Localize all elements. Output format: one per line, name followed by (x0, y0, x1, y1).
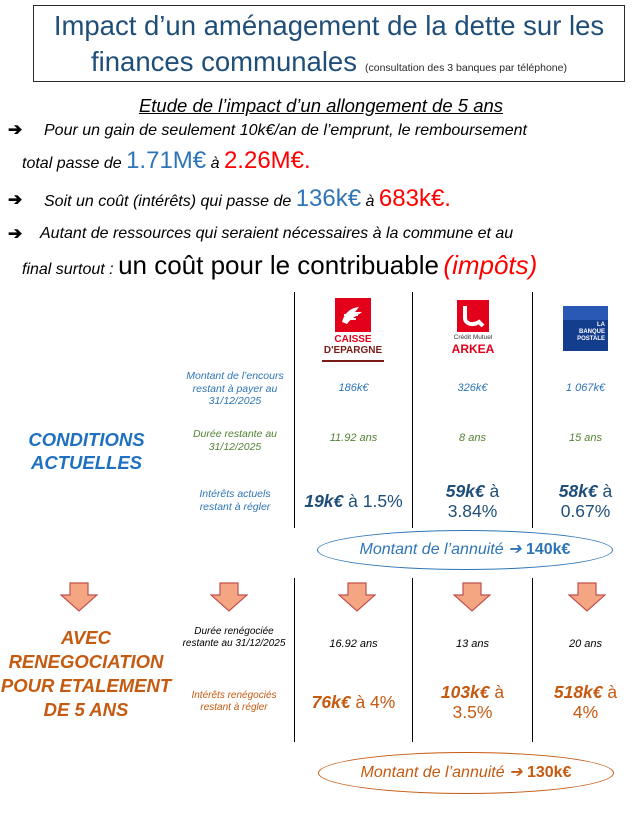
row-label-remaining-duration: Durée restante au 31/12/2025 (192, 428, 278, 453)
bullet3-highlight: un coût pour le contribuable (118, 250, 439, 280)
bullet2-value-after: 683k€. (378, 185, 451, 212)
logo-text: POSTALE (577, 336, 605, 342)
row-label-current-interest: Intérêts actuels restant à régler (199, 488, 271, 513)
cell-reneg-interest-postale (533, 682, 638, 722)
logo-text: ARKEA (451, 342, 495, 356)
row-label-renegotiated-interest: Intérêts renégociés restant à régler (191, 690, 277, 713)
right-arrow-icon: ➔ (509, 764, 523, 781)
title-box (33, 5, 625, 82)
interest-amount: 19k€ (304, 491, 344, 511)
interest-rate: à 4% (355, 692, 396, 712)
cell-duration-caisse: 11.92 ans (329, 432, 378, 444)
interest-rate: 3.5% (452, 702, 493, 722)
interest-rate: à 1.5% (348, 491, 403, 511)
interest-rate-prefix: à (602, 481, 613, 501)
cell-interest-caisse (295, 491, 412, 511)
page-title-line1: Impact d’un aménagement de la dette sur les (53, 10, 605, 41)
annuity-current (317, 530, 613, 570)
annuity-label: Montant de l’annuité (359, 541, 504, 558)
interest-rate: 3.84% (447, 501, 498, 521)
arkea-mark-icon (457, 300, 489, 332)
cell-interest-postale (533, 481, 638, 521)
interest-amount: 59k€ (445, 481, 485, 501)
cell-duration-arkea: 8 ans (459, 432, 486, 444)
down-arrow-icon (568, 582, 606, 612)
cell-outstanding-caisse: 186k€ (338, 382, 369, 394)
page-title-text: finances communales (91, 46, 357, 77)
bullet2-prefix: Soit un coût (intérêts) qui passe de (44, 193, 292, 210)
bullet2-value-before: 136k€ (295, 185, 362, 212)
page-title-line2 (34, 46, 624, 78)
right-arrow-icon: ➔ (8, 120, 23, 139)
bullet1-value-after: 2.26M€. (223, 147, 311, 174)
bullet1-value-before: 1.71M€ (126, 147, 207, 174)
caisse-epargne-logo (318, 298, 388, 364)
squirrel-icon (335, 298, 371, 332)
logo-text: Crédit Mutuel (453, 334, 493, 341)
cell-interest-arkea (413, 481, 532, 521)
annuity-label: Montant de l’annuité (360, 764, 505, 781)
bullet1-line1: Pour un gain de seulement 10k€/an de l’emprunt, le remboursement (44, 122, 527, 139)
bullet3-line1: Autant de ressources qui seraient nécessaires à la commune et au (40, 225, 514, 242)
study-subtitle: Etude de l’impact d’un allongement de 5 ans (138, 95, 504, 116)
arkea-logo (445, 300, 501, 358)
bullet2-mid: à (365, 193, 375, 210)
bullet3-line2 (22, 250, 537, 281)
bullet1-line2 (22, 147, 311, 175)
bullet1-mid: à (210, 155, 220, 172)
cell-outstanding-arkea: 326k€ (457, 382, 488, 394)
banque-postale-logo (563, 306, 608, 351)
interest-rate-prefix: à (494, 682, 505, 702)
logo-text: D'EPARGNE (323, 345, 383, 356)
row-label-renegotiated-duration: Durée renégociée restante au 31/12/2025 (182, 626, 286, 649)
right-arrow-icon: ➔ (508, 541, 522, 558)
right-arrow-icon: ➔ (8, 190, 23, 209)
down-arrow-icon (453, 582, 491, 612)
cell-reneg-duration-postale: 20 ans (568, 638, 603, 650)
cell-duration-postale: 15 ans (568, 432, 603, 444)
row-label-outstanding: Montant de l’encours restant à payer au 31/12/2025 (186, 370, 284, 407)
annuity-value: 130k€ (526, 764, 572, 781)
interest-amount: 76k€ (311, 692, 351, 712)
section-current-conditions: CONDITIONS ACTUELLES (28, 429, 145, 473)
interest-rate-prefix: à (489, 481, 500, 501)
cell-reneg-duration-caisse: 16.92 ans (329, 638, 378, 650)
annuity-value: 140k€ (525, 541, 571, 558)
logo-text: CAISSE (334, 334, 372, 345)
interest-rate: 4% (572, 702, 599, 722)
cell-reneg-duration-arkea: 13 ans (455, 638, 490, 650)
logo-underline (322, 360, 384, 362)
logo-text: BANQUE (578, 329, 605, 335)
interest-amount: 58k€ (558, 481, 598, 501)
interest-amount: 103k€ (440, 682, 490, 702)
interest-amount: 518k€ (553, 682, 603, 702)
bullet3-taxes: (impôts) (443, 250, 538, 280)
down-arrow-icon (210, 582, 248, 612)
down-arrow-icon (60, 582, 98, 612)
bullet1-prefix: total passe de (22, 155, 122, 172)
column-divider (294, 578, 295, 742)
annuity-renegotiated (318, 752, 614, 794)
section-renegotiation: AVEC RENEGOCIATION POUR ETALEMENT DE 5 ANS (0, 627, 172, 720)
down-arrow-icon (338, 582, 376, 612)
title-note: (consultation des 3 banques par téléphone) (364, 62, 567, 74)
logo-text: LA (597, 322, 605, 328)
bullet3-prefix: final surtout : (22, 261, 114, 278)
interest-rate-prefix: à (607, 682, 618, 702)
bullet2-line (44, 185, 451, 213)
cell-reneg-interest-caisse (295, 692, 412, 712)
cell-reneg-interest-arkea (413, 682, 532, 722)
interest-rate: 0.67% (560, 501, 611, 521)
cell-outstanding-postale: 1 067k€ (565, 382, 606, 394)
logo-band (563, 306, 608, 320)
right-arrow-icon: ➔ (8, 224, 23, 243)
